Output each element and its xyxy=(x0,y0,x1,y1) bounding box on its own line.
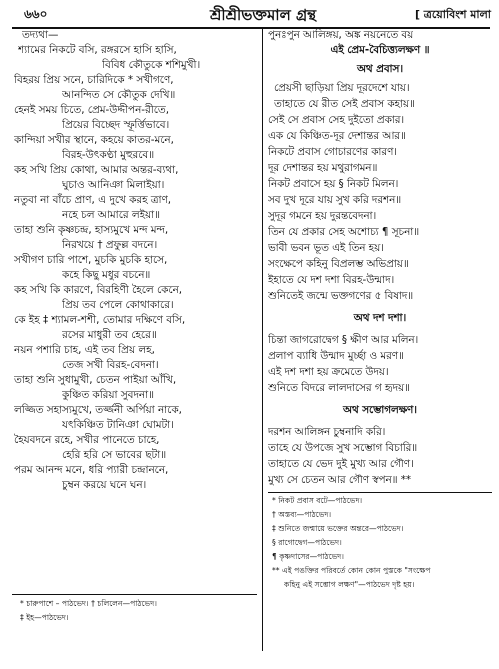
verse-line: চুম্বন করয়ে ঘনে ঘন। xyxy=(62,479,147,491)
chapter-label: [ ত্রয়োবিংশ মালা xyxy=(414,8,491,21)
section-heading: অথ সম্ভোগলক্ষণ। xyxy=(343,404,417,416)
verse-line: দরশন আলিঙ্গন চুম্বনাদি করি। xyxy=(268,426,386,438)
verse-line: হৈযবদনে রহে, সখীর পানেতে চাহে, xyxy=(14,434,160,446)
footnote: ¶ কৃষ্ণদাসের—পাঠভেদ। xyxy=(272,552,345,561)
verse-line: প্রিয় তব পেলে কোথাকারে। xyxy=(62,299,174,311)
verse-line: এই দশ দশা হয় ক্রমেতে উদয়। xyxy=(268,366,389,378)
footnote: § রাগোদ্বেগ—পাঠভেদ। xyxy=(272,538,342,547)
verse-line: বিহরয় প্রিয় সনে, চারিদিকে * সখীগণে, xyxy=(14,74,174,86)
footnote: * নিকট প্রবাস বটে—পাঠভেদ। xyxy=(272,496,363,505)
verse-line: হেরি হরি সে ভাবের ছটা॥ xyxy=(62,449,167,461)
verse-line: বিবিধ কৌতুকে শশিমুখী। xyxy=(102,59,201,71)
verse-line: তাহে যে উপজে সুখ সম্ভোগ বিচারি॥ xyxy=(268,442,418,454)
verse-line: চিন্তা জাগরোদ্বেগ § ক্ষীণ আর মলিন। xyxy=(268,334,419,346)
verse-line: সুদূর গমনে হয় দুরন্তবেদনা। xyxy=(268,210,377,222)
verse-line: কহ সখি কি কারণে, বিরহিণী হৈলে কেনে, xyxy=(14,284,183,296)
verse-line: সংক্ষেপে কহিনু বিপ্রলম্ভ অভিপ্রায়॥ xyxy=(268,258,409,270)
verse-line: তাহা শুনি কৃষ্ণচন্দ্র, হাস্যমুখে মন্দ মন্দ, xyxy=(14,224,169,236)
verse-line: কুঞ্চিত করিয়া সুবদনা॥ xyxy=(62,389,155,401)
verse-line: ইহাতে যে দশ দশা বিরহ-উন্মাদ। xyxy=(268,274,395,286)
section-heading: অথ প্রবাস। xyxy=(356,63,404,75)
verse-line: রসের মাধুরী তব হেরে॥ xyxy=(62,329,157,341)
verse-line: নয়ন পশারি চাহ, এই তব প্রিয় লহ, xyxy=(14,344,155,356)
verse-line: দূর দেশান্তর হয় মথুরাগমন॥ xyxy=(268,162,378,174)
verse-line: তেজ সখী বিরহ-বেদনা। xyxy=(62,359,159,371)
section-heading: অথ দশ দশা। xyxy=(353,312,407,324)
footnote-rule xyxy=(268,492,492,493)
verse-line: যৎকিঞ্চিত টানিঞা ঘোমটা। xyxy=(62,419,174,431)
verse-line: কান্দিয়া সখীর স্থানে, কহয়ে কাতর-মনে, xyxy=(14,134,174,146)
verse-line: শুনিতে বিদরে লালদাসের গ হৃদয়॥ xyxy=(268,382,410,394)
verse-line: এক যে কিঞ্চিত-দূর দেশান্তর আর॥ xyxy=(268,130,406,142)
footnote: ‡ শুনিতে জন্মায়ে ভক্তের অন্তরে—পাঠভেদ। xyxy=(272,524,404,533)
verse-line: সেই সে প্রবাস সেহ দুইতো প্রকার। xyxy=(268,114,405,126)
verse-line: সখীগণ চারি পাশে, মুচকি মুচকি হাসে, xyxy=(14,254,168,266)
verse-line: কহে কিছু মধুর বচনে॥ xyxy=(62,269,151,281)
footnote: † অস্তব্য—পাঠভেদ। xyxy=(272,510,332,519)
footnote-rule xyxy=(12,594,257,595)
verse-line: নহে চল আমারে লইয়া॥ xyxy=(62,209,161,221)
verse-line: কে ইহ ‡ শ্যামল-শশী, তোমার দক্ষিণে বসি, xyxy=(14,314,186,326)
footnote: * চারুপাশে – পাঠভেদ। † চলিলেন—পাঠভেদ। xyxy=(20,599,157,608)
verse-line: তাহাতে যে ভেদ দুই মুখ্য আর গৌণ। xyxy=(268,458,414,470)
verse-line: পুনঃপুন আলিঙ্গয়, অঙ্ক নয়নেতে বয় xyxy=(268,29,414,41)
verse-line: প্রিয়ের বিচ্ছেদ স্ফূর্ত্তিভাবে। xyxy=(62,119,170,131)
verse-line: নিকটে প্রবাস গোচারণের কারণ। xyxy=(268,146,397,158)
verse-line: লজ্জিত সহাস্যমুখে, তর্জ্জনী অর্পিয়া নাকে, xyxy=(14,404,182,416)
footnote: ‡ ইহ—পাঠভেদ। xyxy=(20,613,69,622)
verse-line: তাহাতে যে রীত সেই প্রবাস কহায়॥ xyxy=(274,98,415,110)
verse-line: তিন যে প্রকার সেহ অশোচ্য ¶ সূচনা॥ xyxy=(268,226,420,238)
verse-line: ঘুচাও আনিঞা মিলাইয়া। xyxy=(62,179,165,191)
verse-line: হেনই সময় চিতে, প্রেম-উদ্দীপন-রীতে, xyxy=(14,104,170,116)
verse-line: পরম আনন্দ মনে, ধরি প্যারী চন্দ্রাননে, xyxy=(14,464,169,476)
footnote: ** এই পঙক্তির পরিবর্তে কোন কোন পুস্তকে "সংক্ষেপ xyxy=(272,566,431,575)
page-header xyxy=(10,3,491,27)
verse-line: প্রলাপ ব্যাধি উন্মাদ মুর্চ্ছা ও মরণ॥ xyxy=(268,350,404,362)
verse-line: নিকট প্রবাসে হয় § নিকট মিলন। xyxy=(268,178,399,190)
column-divider xyxy=(262,28,263,651)
verse-line: মুখ্য সে চেতন আর গৌণ স্বপন॥ ** xyxy=(268,474,411,486)
verse-line: কহ সখি প্রিয় কোথা, আমার অন্তর-ব্যথা, xyxy=(14,164,179,176)
page-number: ৬৬০ xyxy=(24,7,48,21)
verse-line: আনন্দিত সে কৌতুক দেখি॥ xyxy=(62,89,176,101)
verse-line: নতুবা না বাঁচে প্রাণ, এ দুখে করহ ত্রাণ, xyxy=(14,194,172,206)
verse-line: শ্যামের নিকটে বসি, রঙ্গরসে হাসি হাসি, xyxy=(18,44,177,56)
header-rule xyxy=(12,27,490,29)
verse-line: প্রেয়সী ছাড়িয়া প্রিয় দূরদেশে যায়। xyxy=(274,82,410,94)
book-title: শ্রীশ্রীভক্তমাল গ্রন্থ xyxy=(210,6,317,24)
verse-line: বিরহ-উৎকণ্ঠা মুহুরবে॥ xyxy=(62,149,155,161)
section-heading: এই প্রেম-বৈচিত্ত্যলক্ষণ ॥ xyxy=(330,44,430,56)
verse-line: ভাবী ভবন ভূত এই তিন হয়। xyxy=(268,242,384,254)
verse-line: নিরখয়ে † প্রফুল্ল বদনে। xyxy=(62,239,158,251)
footnote: কহিনু এই সম্ভোগ লক্ষণ"—পাঠভেদ দৃষ্ট হয়। xyxy=(284,580,415,589)
verse-line: শুনিতেই জন্মে ভক্তগণের ৫ বিষাদ॥ xyxy=(268,290,414,302)
verse-line: সব দুখ দূরে যায় সুখ করি দরশন॥ xyxy=(268,194,402,206)
verse-line: তাহা শুনি সুধামুখী, চেতন পাইয়া আঁখি, xyxy=(14,374,177,386)
verse-line: তদ্যথা— xyxy=(22,29,59,41)
